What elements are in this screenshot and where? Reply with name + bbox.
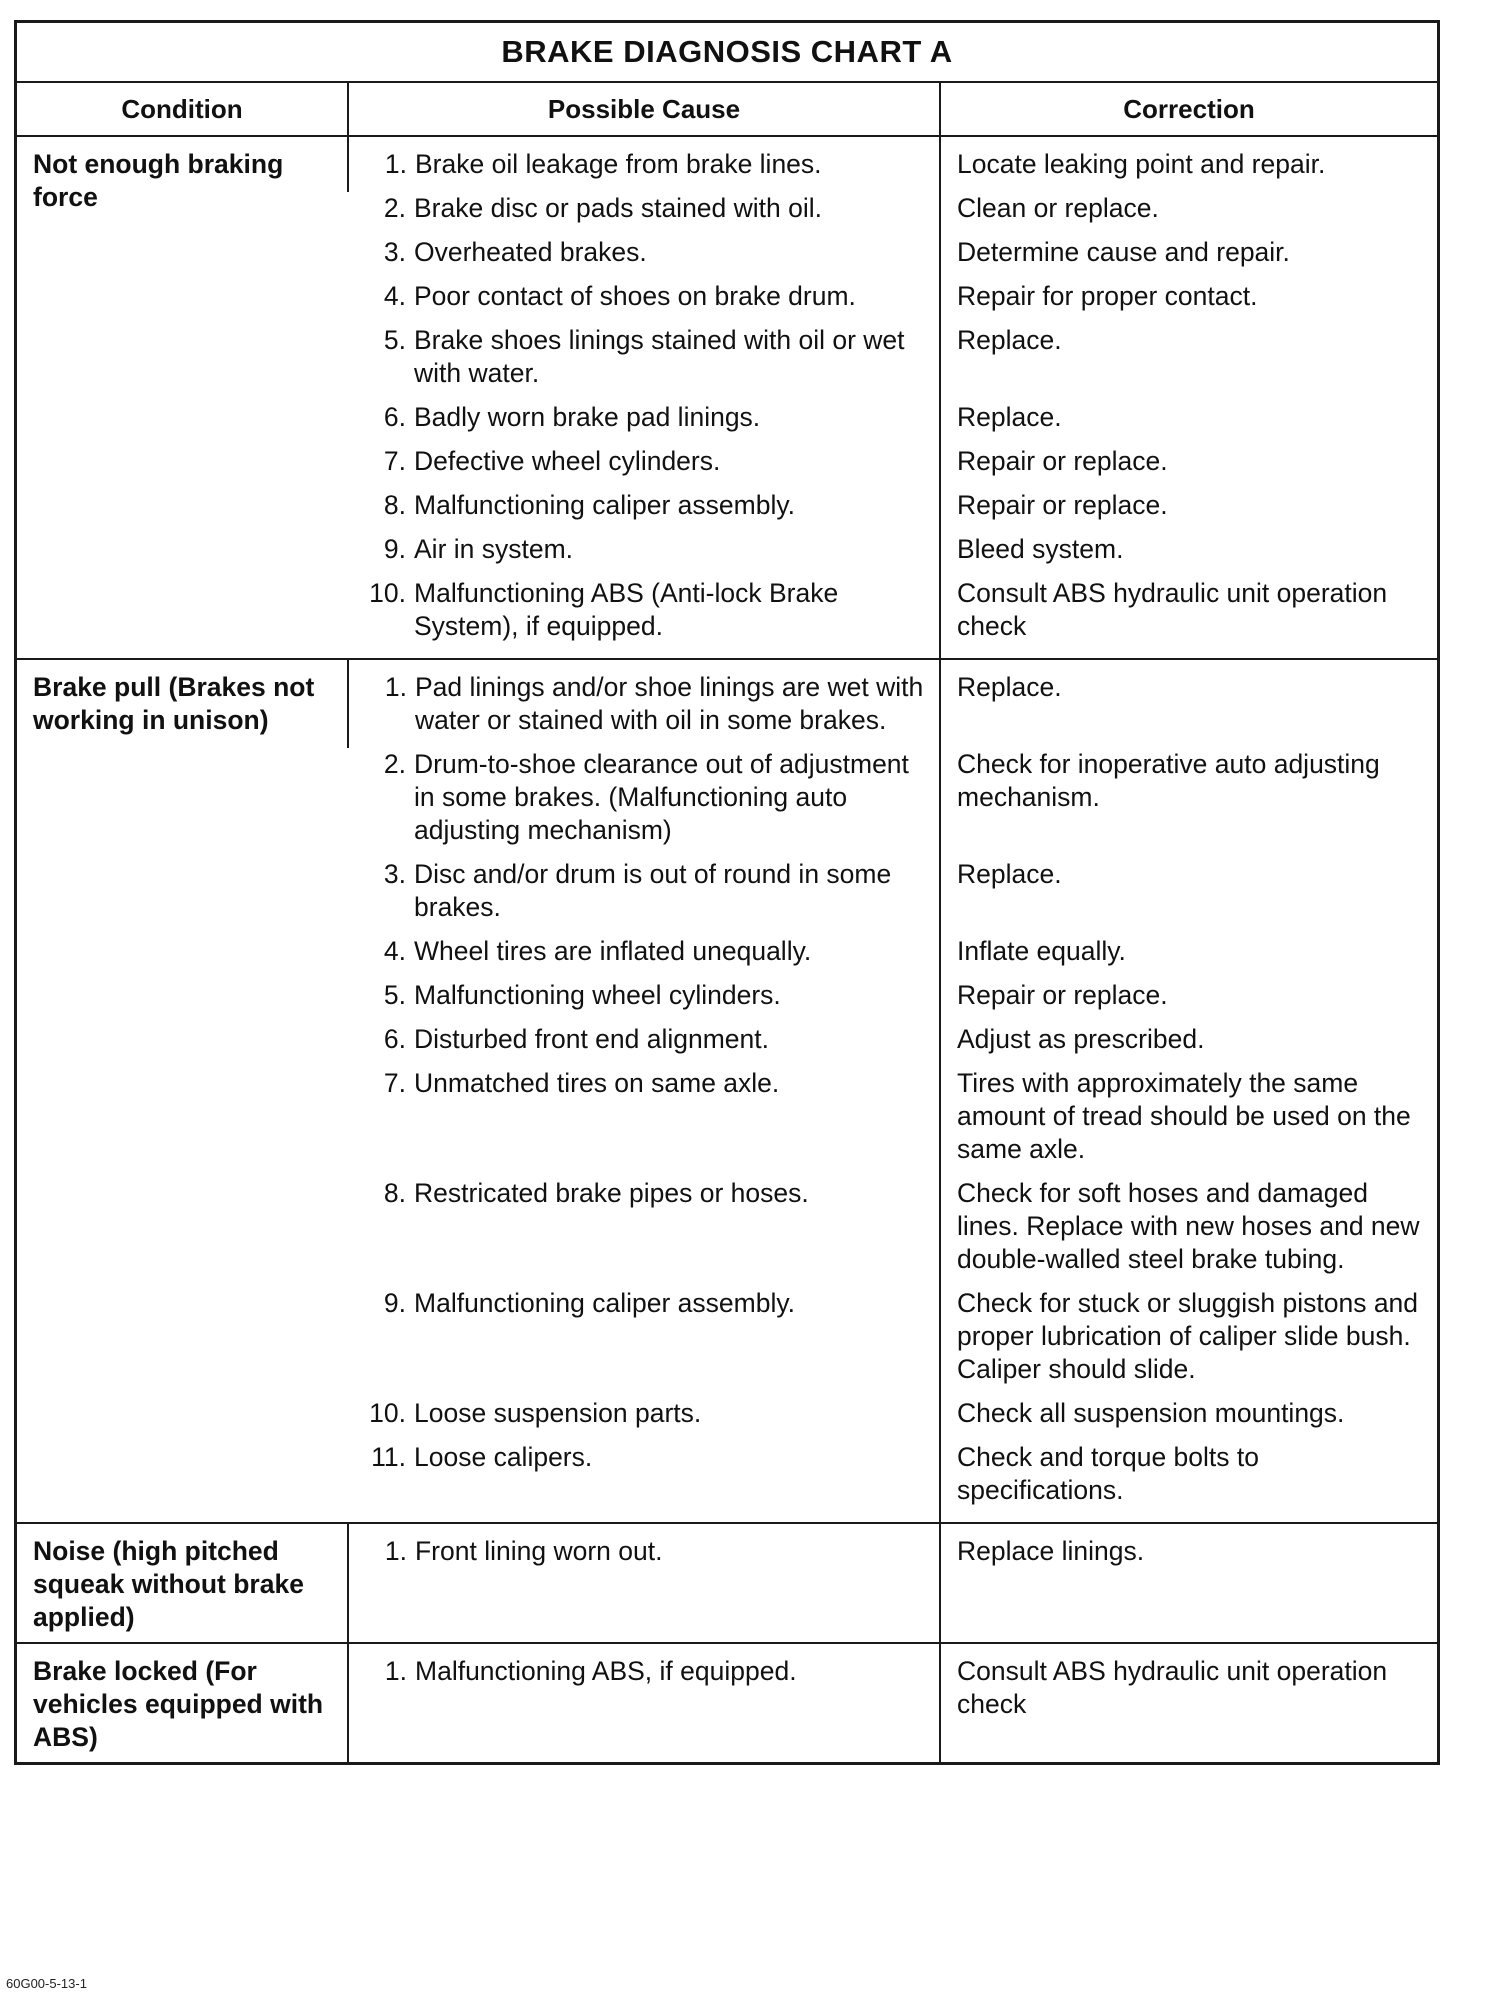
cause-number: 10. <box>369 578 406 608</box>
possible-cause-cell <box>348 659 940 748</box>
correction-cell <box>940 1643 1437 1762</box>
cause-text: Brake oil leakage from brake lines. <box>415 149 822 179</box>
correction-cell <box>940 1397 1437 1441</box>
correction-cell <box>940 236 1437 280</box>
cause-item <box>364 489 931 522</box>
condition-cell: Brake locked (For vehicles equipped with ABS) <box>33 1656 324 1752</box>
correction-text: Repair or replace. <box>957 446 1168 476</box>
correction-text: Consult ABS hydraulic unit operation check <box>957 578 1388 641</box>
cause-text: Malfunctioning caliper assembly. <box>414 1288 795 1318</box>
cause-number: 2. <box>383 749 406 779</box>
cause-item <box>364 748 931 847</box>
cause-item <box>365 1655 931 1688</box>
correction-cell <box>940 401 1437 445</box>
chart-title: BRAKE DIAGNOSIS CHART A <box>17 23 1437 83</box>
correction-text: Repair or replace. <box>957 980 1168 1010</box>
possible-cause-cell <box>348 489 940 533</box>
possible-cause-cell <box>348 1067 940 1177</box>
cause-text: Unmatched tires on same axle. <box>414 1068 780 1098</box>
correction-cell <box>940 1287 1437 1397</box>
correction-cell <box>940 748 1437 858</box>
correction-text: Determine cause and repair. <box>957 237 1290 267</box>
correction-cell <box>940 280 1437 324</box>
condition-cell: Not enough braking force <box>33 149 284 212</box>
cause-text: Front lining worn out. <box>415 1536 663 1566</box>
possible-cause-cell <box>348 577 940 659</box>
cause-item <box>364 979 931 1012</box>
cause-number: 7. <box>383 1068 406 1098</box>
cause-item <box>364 324 931 390</box>
correction-text: Bleed system. <box>957 534 1124 564</box>
cause-number: 6. <box>383 402 406 432</box>
cause-item <box>364 445 931 478</box>
possible-cause-cell <box>348 533 940 577</box>
correction-text: Replace. <box>957 325 1062 355</box>
cause-item <box>364 935 931 968</box>
possible-cause-cell <box>348 324 940 401</box>
cause-number: 3. <box>383 859 406 889</box>
cause-item <box>364 1397 931 1430</box>
possible-cause-cell <box>348 280 940 324</box>
correction-text: Replace. <box>957 402 1062 432</box>
cause-item <box>364 577 931 643</box>
correction-cell <box>940 858 1437 935</box>
condition-group <box>17 1643 1437 1762</box>
possible-cause-cell <box>348 136 940 192</box>
cause-number: 4. <box>383 936 406 966</box>
cause-number: 9. <box>383 1288 406 1318</box>
header-possible-cause: Possible Cause <box>348 83 940 136</box>
correction-text: Check for inoperative auto adjusting mechanism. <box>957 749 1380 812</box>
cause-number: 6. <box>383 1024 406 1054</box>
cause-number: 10. <box>369 1398 406 1428</box>
condition-group <box>17 659 1437 1523</box>
table-row <box>17 659 1437 748</box>
cause-text: Badly worn brake pad linings. <box>414 402 761 432</box>
cause-text: Defective wheel cylinders. <box>414 446 721 476</box>
correction-cell <box>940 1023 1437 1067</box>
cause-number: 2. <box>383 193 406 223</box>
header-row <box>17 83 1437 136</box>
cause-text: Overheated brakes. <box>414 237 647 267</box>
cause-text: Loose suspension parts. <box>414 1398 702 1428</box>
cause-number: 3. <box>383 237 406 267</box>
cause-number: 8. <box>383 490 406 520</box>
table-row <box>17 1643 1437 1762</box>
condition-group <box>17 1523 1437 1643</box>
possible-cause-cell <box>348 748 940 858</box>
cause-text: Malfunctioning ABS, if equipped. <box>415 1656 797 1686</box>
cause-text: Brake disc or pads stained with oil. <box>414 193 823 223</box>
cause-number: 1. <box>384 672 407 702</box>
correction-cell <box>940 659 1437 748</box>
cause-number: 8. <box>383 1178 406 1208</box>
cause-item <box>364 236 931 269</box>
possible-cause-cell <box>348 1023 940 1067</box>
cause-number: 5. <box>383 325 406 355</box>
cause-item <box>365 671 931 737</box>
cause-text: Poor contact of shoes on brake drum. <box>414 281 856 311</box>
brake-diagnosis-chart <box>14 20 1440 1765</box>
correction-cell <box>940 489 1437 533</box>
possible-cause-cell <box>348 1523 940 1643</box>
cause-text: Restricated brake pipes or hoses. <box>414 1178 809 1208</box>
correction-cell <box>940 1177 1437 1287</box>
correction-text: Tires with approximately the same amount of tread should be used on the same axle. <box>957 1068 1411 1164</box>
table-row <box>17 1523 1437 1643</box>
cause-item <box>364 533 931 566</box>
cause-number: 7. <box>383 446 406 476</box>
condition-group <box>17 136 1437 659</box>
correction-cell <box>940 192 1437 236</box>
possible-cause-cell <box>348 192 940 236</box>
correction-text: Consult ABS hydraulic unit operation check <box>957 1656 1388 1719</box>
cause-item <box>364 858 931 924</box>
correction-text: Replace. <box>957 672 1062 702</box>
table-row <box>17 136 1437 192</box>
cause-number: 9. <box>383 534 406 564</box>
header-condition: Condition <box>17 83 348 136</box>
possible-cause-cell <box>348 401 940 445</box>
possible-cause-cell <box>348 1287 940 1397</box>
cause-item <box>364 192 931 225</box>
correction-cell <box>940 979 1437 1023</box>
cause-text: Drum-to-shoe clearance out of adjustment in some brakes. (Malfunctioning auto adjusting mechanism) <box>414 749 909 845</box>
correction-cell <box>940 445 1437 489</box>
cause-item <box>364 1067 931 1100</box>
diagnosis-table <box>17 83 1437 1762</box>
cause-number: 5. <box>383 980 406 1010</box>
cause-item <box>364 401 931 434</box>
correction-text: Replace. <box>957 859 1062 889</box>
correction-text: Clean or replace. <box>957 193 1159 223</box>
correction-text: Inflate equally. <box>957 936 1126 966</box>
possible-cause-cell <box>348 1177 940 1287</box>
cause-text: Malfunctioning caliper assembly. <box>414 490 795 520</box>
correction-cell <box>940 1441 1437 1523</box>
correction-cell <box>940 1523 1437 1643</box>
possible-cause-cell <box>348 979 940 1023</box>
cause-item <box>364 1023 931 1056</box>
correction-text: Repair for proper contact. <box>957 281 1258 311</box>
correction-cell <box>940 577 1437 659</box>
possible-cause-cell <box>348 1643 940 1762</box>
possible-cause-cell <box>348 935 940 979</box>
figure-code: 60G00-5-13-1 <box>6 1976 87 1991</box>
cause-item <box>365 1535 931 1568</box>
cause-text: Malfunctioning ABS (Anti-lock Brake System), if equipped. <box>414 578 839 641</box>
cause-item <box>364 1287 931 1320</box>
cause-number: 1. <box>384 149 407 179</box>
correction-cell <box>940 1067 1437 1177</box>
cause-item <box>364 1441 931 1474</box>
cause-text: Malfunctioning wheel cylinders. <box>414 980 781 1010</box>
correction-text: Replace linings. <box>957 1536 1145 1566</box>
possible-cause-cell <box>348 445 940 489</box>
cause-item <box>364 280 931 313</box>
correction-text: Repair or replace. <box>957 490 1168 520</box>
correction-text: Adjust as prescribed. <box>957 1024 1205 1054</box>
correction-text: Locate leaking point and repair. <box>957 149 1326 179</box>
possible-cause-cell <box>348 1441 940 1523</box>
cause-text: Air in system. <box>414 534 574 564</box>
cause-item <box>365 148 931 181</box>
cause-text: Disc and/or drum is out of round in some brakes. <box>414 859 892 922</box>
cause-text: Loose calipers. <box>414 1442 593 1472</box>
cause-text: Disturbed front end alignment. <box>414 1024 770 1054</box>
correction-cell <box>940 533 1437 577</box>
cause-number: 4. <box>383 281 406 311</box>
correction-cell <box>940 935 1437 979</box>
correction-text: Check and torque bolts to specifications. <box>957 1442 1259 1505</box>
header-correction: Correction <box>940 83 1437 136</box>
correction-text: Check for soft hoses and damaged lines. Replace with new hoses and new double-walled steel brake tubing. <box>957 1178 1420 1274</box>
possible-cause-cell <box>348 858 940 935</box>
correction-cell <box>940 324 1437 401</box>
possible-cause-cell <box>348 236 940 280</box>
cause-item <box>364 1177 931 1210</box>
cause-number: 11. <box>371 1442 406 1472</box>
correction-cell <box>940 136 1437 192</box>
condition-cell: Brake pull (Brakes not working in unison) <box>33 672 315 735</box>
condition-cell: Noise (high pitched squeak without brake applied) <box>33 1536 304 1632</box>
cause-text: Pad linings and/or shoe linings are wet with water or stained with oil in some brakes. <box>415 672 924 735</box>
correction-text: Check all suspension mountings. <box>957 1398 1345 1428</box>
cause-number: 1. <box>384 1656 407 1686</box>
cause-text: Wheel tires are inflated unequally. <box>414 936 812 966</box>
cause-number: 1. <box>384 1536 407 1566</box>
cause-text: Brake shoes linings stained with oil or wet with water. <box>414 325 905 388</box>
possible-cause-cell <box>348 1397 940 1441</box>
correction-text: Check for stuck or sluggish pistons and proper lubrication of caliper slide bush. Caliper should slide. <box>957 1288 1419 1384</box>
